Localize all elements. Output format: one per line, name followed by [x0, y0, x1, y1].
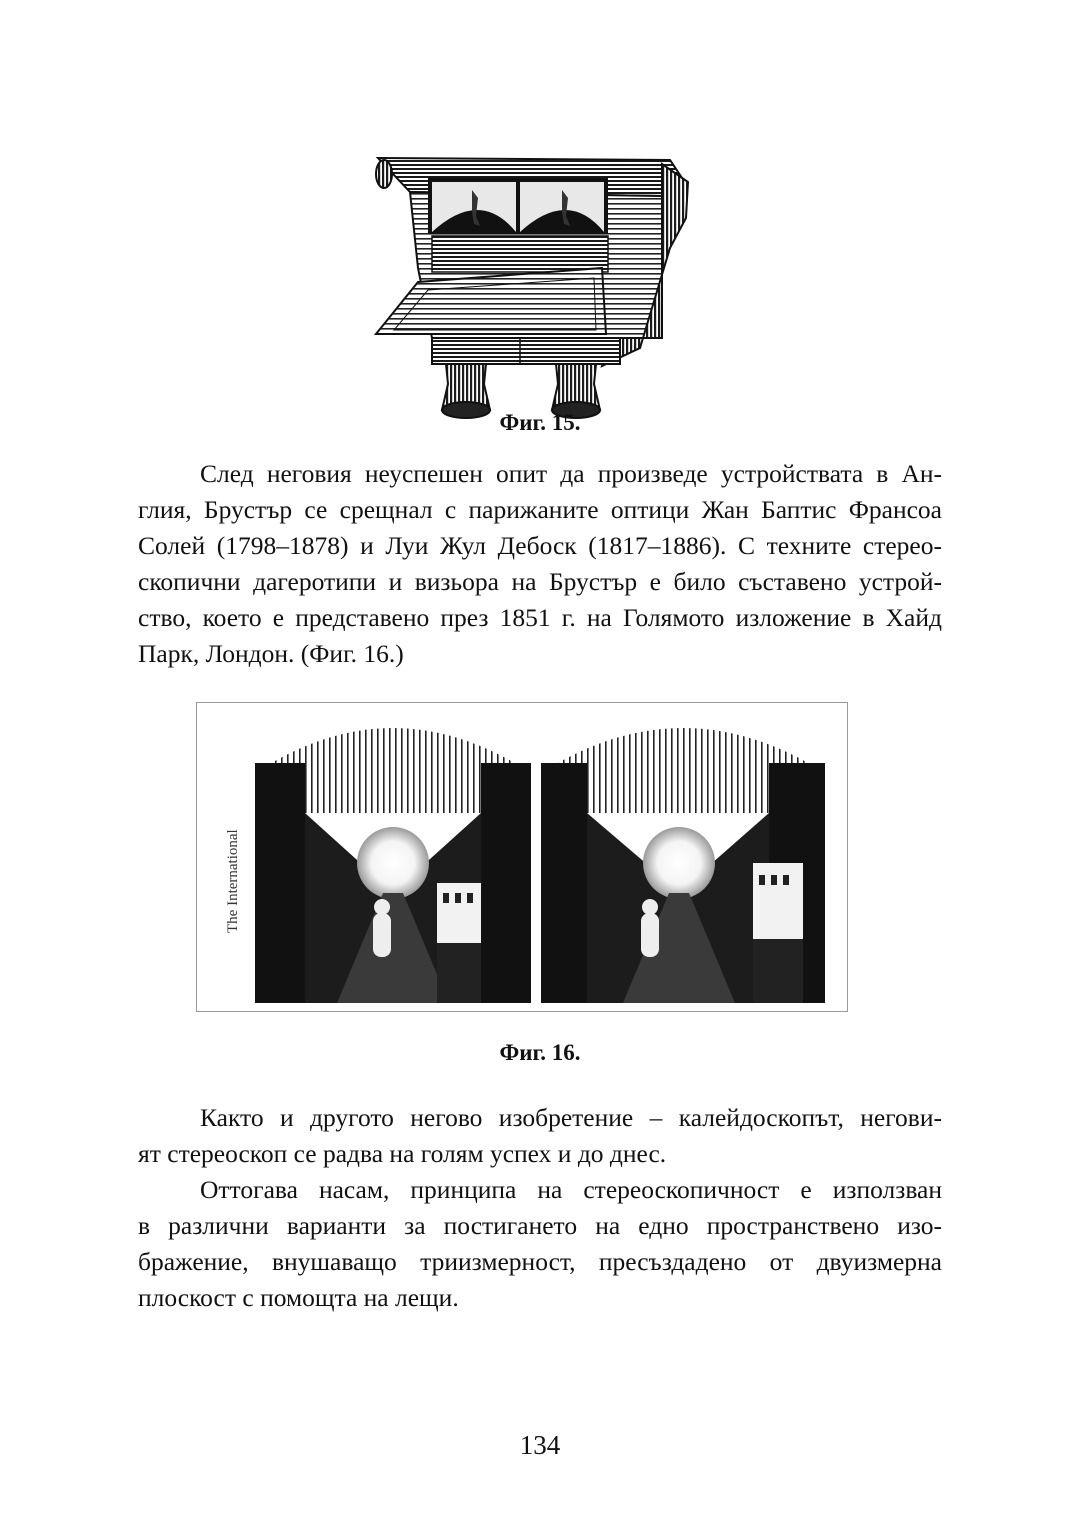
paragraph-1-line: глия, Брустър се срещнал с парижаните оптици Жан Баптис Франсоа: [138, 495, 942, 524]
paragraph-3-line: плоскост с помощта на лещи.: [138, 1283, 459, 1312]
paragraph-2-line: Както и другото негово изобретение – калейдоскопът, негови-: [200, 1103, 942, 1132]
figure-15-caption: Фиг. 15.: [499, 410, 581, 435]
paragraph-2-line: ят стереоскоп се радва на голям успех и до днес.: [138, 1139, 667, 1168]
paragraph-3-line: Оттогава насам, принципа на стереоскопичност е използван: [200, 1175, 942, 1204]
paragraph-1-line: Солей (1798–1878) и Луи Жул Дебоск (1817–1886). С техните стерео-: [138, 531, 942, 560]
figure-15-stereoscope-image: [370, 148, 700, 430]
paragraph-2: [138, 1100, 942, 1172]
paragraph-1-line: Парк, Лондон. (Фиг. 16.): [138, 639, 404, 668]
figure-16-caption: Фиг. 16.: [499, 1040, 581, 1065]
figure-16-side-label: The International: [225, 829, 241, 933]
paragraph-3: [138, 1172, 942, 1316]
paragraph-1-line: скопични дагеротипи и визьора на Брустър е било съставено устрой-: [138, 567, 942, 596]
paragraph-1-line: ство, което е представено през 1851 г. на Голямото изложение в Хайд: [138, 603, 942, 632]
paragraph-3-line: в различни варианти за постигането на едно пространствено изо-: [138, 1211, 942, 1240]
paragraph-1: [138, 456, 942, 672]
paragraph-1-line: След неговия неуспешен опит да произведе устройствата в Ан-: [200, 459, 942, 488]
paragraph-3-line: бражение, внушаващо триизмерност, пресъздадено от двуизмерна: [138, 1247, 942, 1276]
figure-16-stereograph-image: [196, 702, 848, 1012]
page-number: 134: [519, 1430, 561, 1460]
